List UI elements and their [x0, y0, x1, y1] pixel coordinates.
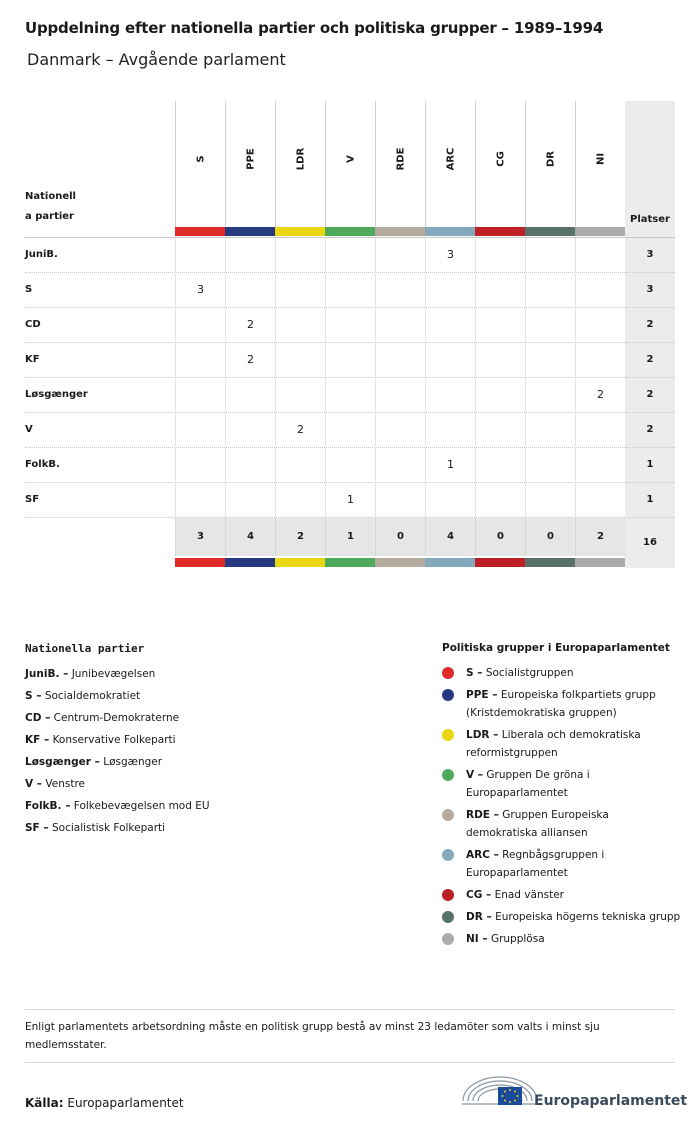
group-colorbar-top: [475, 227, 525, 236]
page-subtitle: Danmark – Avgående parlament: [27, 50, 286, 69]
table-cell: [475, 238, 525, 272]
table-cell: [325, 308, 375, 342]
group-header-label: CG: [495, 151, 506, 167]
table-cell: [375, 273, 425, 307]
national-legend-item: [25, 795, 210, 817]
table-row: [25, 238, 675, 273]
table-cell: [225, 448, 275, 482]
table-cell: [325, 343, 375, 377]
table-cell: [575, 308, 625, 342]
table-cell: [425, 378, 475, 412]
table-cell: [175, 378, 225, 412]
group-colorbar-top: [575, 227, 625, 236]
table-cell: [375, 378, 425, 412]
party-seats: 1: [646, 494, 654, 505]
party-seats: 2: [646, 354, 654, 365]
group-header: [375, 101, 425, 227]
group-legend-name: Gruppen De gröna i Europaparlamentet: [466, 769, 590, 799]
group-header: [325, 101, 375, 227]
table-cell: [275, 378, 325, 412]
table-cell: [375, 483, 425, 517]
source: [25, 1096, 184, 1110]
party-name: SF: [25, 494, 40, 505]
group-legend-item: [442, 846, 682, 882]
table-cell: [575, 448, 625, 482]
group-color-dot-icon: [442, 809, 454, 821]
table-row: [25, 378, 675, 413]
group-header: [525, 101, 575, 227]
table-cell: [275, 238, 325, 272]
national-legend-abbr: CD –: [25, 712, 51, 724]
national-header-line1: Nationell: [25, 191, 76, 202]
national-legend-name: Centrum-Demokraterne: [53, 712, 180, 724]
group-header-label: LDR: [295, 147, 306, 171]
group-color-dot-icon: [442, 889, 454, 901]
group-total: 3: [175, 518, 225, 556]
national-legend-name: Folkebevægelsen mod EU: [73, 800, 210, 812]
group-colorbar-top: [375, 227, 425, 236]
group-total: 4: [225, 518, 275, 556]
table-cell: [175, 413, 225, 447]
group-header-label: V: [345, 155, 356, 163]
group-header-label: DR: [545, 150, 556, 168]
table-cell: [475, 378, 525, 412]
group-legend-abbr: RDE –: [466, 809, 499, 821]
group-legend-item: [442, 908, 682, 926]
table-row: [25, 343, 675, 378]
party-seats: 2: [646, 319, 654, 330]
groups-legend-title: Politiska grupper i Europaparlamentet: [442, 642, 670, 654]
group-legend-abbr: LDR –: [466, 729, 499, 741]
table-cell: 1: [425, 448, 475, 482]
group-legend-abbr: S –: [466, 667, 483, 679]
party-seats: 3: [646, 249, 654, 260]
party-seats: 3: [646, 284, 654, 295]
table-cell: [225, 413, 275, 447]
table-cell: [225, 483, 275, 517]
footnote-divider-bottom: [25, 1062, 675, 1063]
group-legend-item: [442, 686, 682, 722]
party-name: Løsgænger: [25, 389, 88, 400]
national-legend-abbr: Løsgænger –: [25, 756, 100, 768]
national-legend-item: [25, 751, 210, 773]
national-legend-abbr: KF –: [25, 734, 50, 746]
group-legend-abbr: PPE –: [466, 689, 498, 701]
group-total: 2: [575, 518, 625, 556]
table-cell: [375, 343, 425, 377]
table-cell: 3: [175, 273, 225, 307]
national-header-line2: a partier: [25, 211, 74, 222]
table-cell: [575, 273, 625, 307]
group-legend-name: Socialistgruppen: [485, 667, 574, 679]
table-cell: [475, 448, 525, 482]
table-cell: [525, 483, 575, 517]
table-cell: 2: [275, 413, 325, 447]
national-legend-abbr: V –: [25, 778, 43, 790]
table-cell: [325, 448, 375, 482]
group-legend-name: Regnbågsgruppen i Europaparlamentet: [466, 849, 605, 879]
logo-name: Europaparlamentet: [534, 1093, 688, 1109]
table-row: [25, 448, 675, 483]
group-legend-abbr: NI –: [466, 933, 488, 945]
national-legend-name: Løsgænger: [103, 756, 163, 768]
group-colorbar-bottom: [175, 558, 225, 567]
party-name: CD: [25, 319, 41, 330]
table-cell: [375, 308, 425, 342]
national-legend-item: [25, 685, 210, 707]
national-parties-legend: [25, 642, 210, 839]
table-cell: [575, 238, 625, 272]
group-colorbar-top: [325, 227, 375, 236]
table-cell: [275, 273, 325, 307]
group-colorbar-bottom: [525, 558, 575, 567]
group-legend-item: [442, 664, 682, 682]
table-cell: [375, 413, 425, 447]
group-color-dot-icon: [442, 911, 454, 923]
group-legend-name: Gruppen Europeiska demokratiska alliansen: [466, 809, 609, 839]
table-cell: [225, 273, 275, 307]
national-legend-name: Konservative Folkeparti: [52, 734, 176, 746]
table-cell: [525, 238, 575, 272]
table-cell: [275, 483, 325, 517]
group-total: 4: [425, 518, 475, 556]
group-header-label: S: [195, 155, 206, 163]
group-header: [425, 101, 475, 227]
party-seats: 1: [646, 459, 654, 470]
group-legend-name: Liberala och demokratiska reformistgruppen: [466, 729, 641, 759]
national-legend-name: Venstre: [45, 778, 86, 790]
group-legend-name: Enad vänster: [494, 889, 564, 901]
national-legend-abbr: SF –: [25, 822, 49, 834]
group-legend-abbr: CG –: [466, 889, 492, 901]
table-cell: [475, 308, 525, 342]
table-cell: [325, 238, 375, 272]
group-legend-name: Europeiska folkpartiets grupp (Kristdemokratiska gruppen): [466, 689, 656, 719]
footnote: Enligt parlamentets arbetsordning måste en politisk grupp bestå av minst 23 ledamöter som valts i minst sju medlemsstater.: [25, 1021, 600, 1051]
group-legend-abbr: ARC –: [466, 849, 499, 861]
table-cell: [575, 343, 625, 377]
group-colorbar-top: [175, 227, 225, 236]
national-legend-abbr: FolkB. –: [25, 800, 71, 812]
national-parties-header: [25, 187, 76, 227]
national-legend-abbr: JuniB. –: [25, 668, 69, 680]
table-cell: [175, 483, 225, 517]
group-header: [175, 101, 225, 227]
group-header-label: RDE: [395, 147, 406, 171]
table-cell: [425, 273, 475, 307]
group-header: [275, 101, 325, 227]
table-cell: [575, 483, 625, 517]
group-colorbar-top: [425, 227, 475, 236]
table-cell: [425, 413, 475, 447]
table-cell: [325, 413, 375, 447]
group-legend-name: Europeiska högerns tekniska grupp: [495, 911, 681, 923]
party-name: KF: [25, 354, 40, 365]
table-cell: [225, 238, 275, 272]
table-cell: [525, 448, 575, 482]
table-cell: 2: [225, 343, 275, 377]
group-color-dot-icon: [442, 769, 454, 781]
group-legend-item: [442, 806, 682, 842]
party-name: JuniB.: [25, 249, 58, 260]
national-legend-name: Socialdemokratiet: [44, 690, 141, 702]
table-cell: [525, 413, 575, 447]
group-total: 0: [525, 518, 575, 556]
party-name: V: [25, 424, 33, 435]
group-colorbar-top: [225, 227, 275, 236]
group-header-label: NI: [595, 152, 606, 166]
table-cell: [525, 273, 575, 307]
group-total: 1: [325, 518, 375, 556]
group-colorbar-bottom: [475, 558, 525, 567]
table-cell: [475, 273, 525, 307]
group-header: [475, 101, 525, 227]
table-cell: [275, 343, 325, 377]
table-cell: [275, 308, 325, 342]
group-color-dot-icon: [442, 729, 454, 741]
group-legend-item: [442, 930, 682, 948]
group-colorbar-bottom: [225, 558, 275, 567]
group-legend-abbr: DR –: [466, 911, 492, 923]
party-name: FolkB.: [25, 459, 60, 470]
source-label: Källa:: [25, 1096, 64, 1110]
table-cell: [475, 343, 525, 377]
party-seats: 2: [646, 389, 654, 400]
footnote-divider-top: [25, 1009, 675, 1010]
political-groups-legend: [442, 642, 682, 952]
group-colorbar-bottom: [425, 558, 475, 567]
national-legend-title: Nationella partier: [25, 642, 145, 655]
table-cell: [475, 413, 525, 447]
national-legend-name: Socialistisk Folkeparti: [51, 822, 166, 834]
group-color-dot-icon: [442, 689, 454, 701]
group-total: 0: [475, 518, 525, 556]
group-total: 2: [275, 518, 325, 556]
table-cell: [525, 343, 575, 377]
party-seats: 2: [646, 424, 654, 435]
group-header-label: PPE: [245, 148, 256, 170]
group-header: [575, 101, 625, 227]
group-legend-item: [442, 766, 682, 802]
table-cell: [175, 448, 225, 482]
seats-header: Platser: [630, 214, 670, 225]
national-legend-item: [25, 729, 210, 751]
table-row: [25, 308, 675, 343]
table-cell: 3: [425, 238, 475, 272]
national-legend-item: [25, 707, 210, 729]
table-cell: 2: [575, 378, 625, 412]
table-cell: [375, 238, 425, 272]
group-legend-item: [442, 886, 682, 904]
group-legend-item: [442, 726, 682, 762]
group-header-label: ARC: [445, 147, 456, 171]
table-cell: [425, 308, 475, 342]
table-cell: [225, 378, 275, 412]
table-cell: [325, 273, 375, 307]
party-name: S: [25, 284, 33, 295]
group-header: [225, 101, 275, 227]
national-legend-name: Junibevægelsen: [71, 668, 156, 680]
group-legend-name: Grupplösa: [490, 933, 545, 945]
national-legend-item: [25, 817, 210, 839]
group-colorbar-top: [275, 227, 325, 236]
table-cell: [425, 483, 475, 517]
group-colorbar-bottom: [575, 558, 625, 567]
national-legend-item: [25, 773, 210, 795]
national-legend-abbr: S –: [25, 690, 42, 702]
table-cell: [375, 448, 425, 482]
table-cell: [525, 308, 575, 342]
table-cell: [575, 413, 625, 447]
table-cell: 1: [325, 483, 375, 517]
table-cell: [525, 378, 575, 412]
table-row: [25, 273, 675, 308]
table-cell: [325, 378, 375, 412]
group-colorbar-top: [525, 227, 575, 236]
group-color-dot-icon: [442, 667, 454, 679]
grand-total: 16: [643, 537, 657, 548]
source-value: Europaparlamentet: [67, 1096, 184, 1110]
table-cell: 2: [225, 308, 275, 342]
group-colorbar-bottom: [375, 558, 425, 567]
national-legend-item: [25, 663, 210, 685]
table-row: [25, 413, 675, 448]
table-row: [25, 483, 675, 518]
table-cell: [175, 238, 225, 272]
group-legend-abbr: V –: [466, 769, 484, 781]
group-total: 0: [375, 518, 425, 556]
table-cell: [475, 483, 525, 517]
table-cell: [425, 343, 475, 377]
group-colorbar-bottom: [275, 558, 325, 567]
page-title: Uppdelning efter nationella partier och politiska grupper – 1989–1994: [25, 19, 604, 37]
table-cell: [275, 448, 325, 482]
table-cell: [175, 343, 225, 377]
group-colorbar-bottom: [325, 558, 375, 567]
table-cell: [175, 308, 225, 342]
group-color-dot-icon: [442, 849, 454, 861]
group-color-dot-icon: [442, 933, 454, 945]
